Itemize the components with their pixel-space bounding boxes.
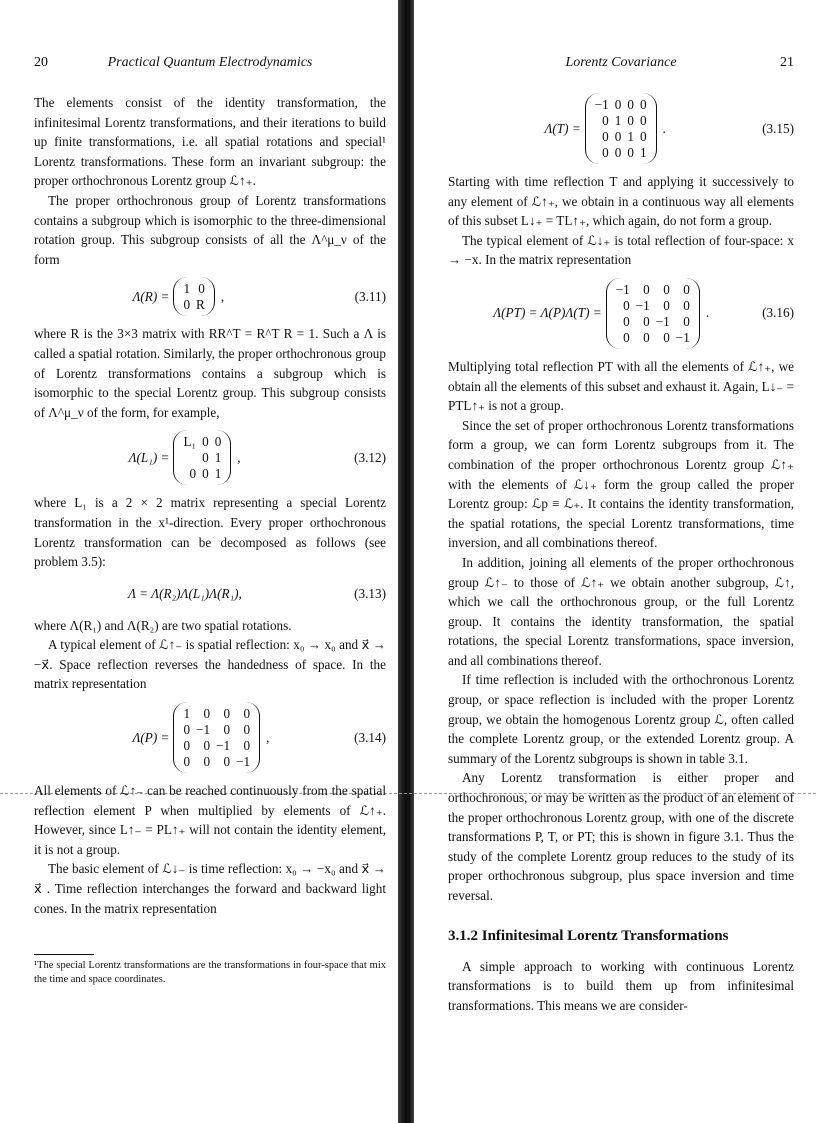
matrix-cell: −1 xyxy=(675,329,690,345)
matrix-cell: 0 xyxy=(623,313,630,329)
matrix-cell: 0 xyxy=(639,129,647,144)
equation-number: (3.11) xyxy=(354,288,386,304)
equation-3-11: Λ(R) = 1 0 0 R , (3.11) xyxy=(34,277,386,316)
paragraph: where Λ(R₁) and Λ(R₂) are two spatial rotations. xyxy=(34,617,292,633)
matrix-cell: 0 xyxy=(623,297,630,313)
matrix-cell: 0 xyxy=(183,297,191,313)
equation-3-15: Λ(T) = −1 0 0 0 0 1 0 0 0 0 1 0 0 0 0 1 . (3.15) xyxy=(448,93,794,164)
equation-3-16: Λ(PT) = Λ(P)Λ(T) = −1 0 0 0 0 −1 0 0 0 0 −1 0 0 0 0 −1 . (3.16) xyxy=(448,278,794,349)
matrix-cell: 0 xyxy=(663,329,670,345)
paragraph: The elements consist of the identity transformation, the infinitesimal Lorentz transformations, and their iterations to build up finite transformations, i.e. all spatial rotations and special¹ Lorentz transformations. These form an invariant subgroup: the proper orthochronous Lorentz group ℒ↑₊. xyxy=(34,95,386,189)
matrix-cell: 0 xyxy=(683,281,690,297)
matrix-cell: R xyxy=(196,297,205,313)
matrix-cell: 0 xyxy=(614,145,622,160)
paragraph: The proper orthochronous group of Lorentz transformations contains a subgroup which is isomorphic to the three-dimensional rotation group. This subgroup consists of all the Λ^μ_ν of the form xyxy=(34,192,386,267)
matrix xyxy=(606,278,700,349)
paragraph: A simple approach to working with continuous Lorentz transformations is to build them up from infinitesimal transformations. This means we are consider- xyxy=(448,958,794,1013)
matrix-cell: 0 xyxy=(643,281,650,297)
matrix-cell: 0 xyxy=(639,97,647,112)
equation-lhs: Λ(T) = xyxy=(544,120,581,136)
matrix-cell: 0 xyxy=(223,722,231,738)
matrix-cell: 0 xyxy=(627,97,634,112)
paragraph: Multiplying total reflection PT with all the elements of ℒ↑₊, we obtain all the elements of this subset and exhaust it. Again, L↓₋ = PTL↑₊ is not a group. xyxy=(448,358,794,414)
matrix-cell: 0 xyxy=(202,434,209,450)
matrix-cell: 0 xyxy=(614,129,622,144)
matrix-cell: 0 xyxy=(643,313,650,329)
matrix-cell: 0 xyxy=(243,722,251,738)
equation-number: (3.16) xyxy=(762,305,794,321)
equation-text: Λ = Λ(R₂)Λ(L₁)Λ(R₁), xyxy=(128,585,242,601)
paragraph: All elements of ℒ↑₋ can be reached continuously from the spatial reflection element P when multiplied by elements of ℒ↑₊. However, since L↑₋ = PL↑₊ will not contain the identity element, it is not a group. xyxy=(34,783,386,857)
matrix-cell: −1 xyxy=(236,754,251,770)
matrix-cell: 0 xyxy=(183,754,191,770)
matrix-cell: 0 xyxy=(198,281,205,297)
matrix-cell: 0 xyxy=(683,297,690,313)
matrix-cell: 0 xyxy=(602,113,609,128)
paragraph: A typical element of ℒ↑₋ is spatial reflection: x₀ → x₀ and x⃗ → −x⃗. Space reflection reverses the handedness of space. In the matrix representation xyxy=(34,637,386,692)
footnote-rule xyxy=(34,954,94,955)
matrix-cell: 0 xyxy=(627,145,634,160)
matrix-cell: 0 xyxy=(614,97,622,112)
matrix-cell: 0 xyxy=(203,738,211,754)
equation-3-13 xyxy=(34,586,386,602)
paragraph: Any Lorentz transformation is either proper and orthochronous, or may be written as the product of an element of the proper orthochronous Lorentz group, with one of the discrete transformations P, T, or PT; this is shown in figure 3.1. Thus the study of the complete Lorentz group reduces to the study of its proper orthochronous subgroup, plus space inversion and time reversal. xyxy=(448,770,794,903)
matrix-cell: 0 xyxy=(223,754,231,770)
matrix-cell: 0 xyxy=(627,113,634,128)
paragraph: where R is the 3×3 matrix with RR^T = R^T R = 1. Such a Λ is called a spatial rotation. Similarly, the proper orthochronous group of Lorentz transformations contains a subgroup which is isomorphic to the special Lorentz group. This subgroup consists of Λ^μ_ν of the form, for example, xyxy=(34,326,386,420)
matrix-cell: 0 xyxy=(202,450,209,466)
paragraph: The basic element of ℒ↓₋ is time reflection: x₀ → −x₀ and x⃗ → x⃗ . Time reflection interchanges the forward and backward light cones. In the matrix representation xyxy=(34,861,386,916)
paragraph: Starting with time reflection T and applying it successively to any element of ℒ↑₊, we obtain in a continuous way all elements of this subset L↓₊ = TL↑₊, which again, do not form a group. xyxy=(448,174,794,229)
matrix xyxy=(173,277,214,316)
matrix-cell: 0 xyxy=(623,329,630,345)
right-page-header xyxy=(448,55,794,71)
running-title: Practical Quantum Electrodynamics xyxy=(107,55,313,70)
matrix-cell: 0 xyxy=(223,706,231,722)
matrix-cell: −1 xyxy=(635,297,650,313)
left-page-header xyxy=(34,55,386,71)
matrix-cell: 0 xyxy=(214,434,222,450)
paragraph: The typical element of ℒ↓₊ is total reflection of four-space: x → −x. In the matrix representation xyxy=(448,232,794,268)
matrix xyxy=(585,93,657,164)
matrix-cell: 0 xyxy=(183,722,191,738)
matrix-cell: 0 xyxy=(203,754,211,770)
equation-3-14: Λ(P) = 1 0 0 0 0 −1 0 0 0 0 −1 0 0 0 0 −1 , (3.14) xyxy=(34,702,386,773)
equation-lhs: Λ(PT) = Λ(P)Λ(T) = xyxy=(493,305,602,321)
matrix-cell: 1 xyxy=(214,466,222,482)
matrix-cell: 0 xyxy=(683,313,690,329)
paragraph: If time reflection is included with the orthochronous Lorentz group, or space reflection is included with the proper Lorentz group, we obtain the homogenous Lorentz group ℒ, often called the complete Lorentz group, or the extended Lorentz group. A summary of the Lorentz subgroups is shown in table 3.1. xyxy=(448,672,794,766)
equation-lhs: Λ(P) = xyxy=(132,729,170,745)
matrix-cell: 1 xyxy=(639,145,647,160)
matrix-cell: 0 xyxy=(243,706,251,722)
matrix-cell: 0 xyxy=(643,329,650,345)
matrix-cell: 0 xyxy=(183,738,191,754)
matrix-cell: 0 xyxy=(243,738,251,754)
matrix-cell: 1 xyxy=(627,129,634,144)
right-page xyxy=(414,0,816,1123)
left-page xyxy=(0,0,398,1123)
equation-number: (3.15) xyxy=(762,120,794,136)
footnote: ¹The special Lorentz transformations are the transformations in four-space that mix the time and space coordinates. xyxy=(34,960,386,986)
matrix-cell: 0 xyxy=(602,145,609,160)
equation-lhs: Λ(R) = xyxy=(132,288,170,304)
paragraph: where L₁ is a 2 × 2 matrix representing a special Lorentz transformation in the x¹-direction. Every proper orthochronous Lorentz transformation can be decomposed as follows (see problem 3.5): xyxy=(34,495,386,570)
matrix-cell: −1 xyxy=(615,281,630,297)
matrix-cell: 0 xyxy=(189,466,197,482)
matrix-cell: 0 xyxy=(202,466,209,482)
matrix xyxy=(173,702,260,773)
matrix-cell: 0 xyxy=(663,297,670,313)
matrix-cell: −1 xyxy=(196,722,211,738)
equation-number: (3.13) xyxy=(354,585,386,601)
matrix-cell: −1 xyxy=(655,313,670,329)
paragraph: In addition, joining all elements of the proper orthochronous group ℒ↑₋ to those of ℒ↑₊ we obtain another subgroup, ℒ↑, which we call the orthochronous group, or the full Lorentz group. It contains the identity transformation, the spatial rotations, the special Lorentz transformations, space inversion, and all combinations thereof. xyxy=(448,554,794,668)
equation-lhs: Λ(L₁) = xyxy=(128,449,170,465)
equation-number: (3.12) xyxy=(354,449,386,465)
matrix-cell: 1 xyxy=(614,113,622,128)
book-gutter xyxy=(398,0,414,1123)
matrix-cell: 1 xyxy=(183,281,191,297)
section-heading: 3.1.2 Infinitesimal Lorentz Transformations xyxy=(448,927,729,944)
matrix-cell xyxy=(183,450,196,465)
page-number: 20 xyxy=(34,55,48,70)
paragraph: Since the set of proper orthochronous Lorentz transformations form a group, we can form Lorentz subgroups from it. The combination of the proper orthochronous Lorentz group ℒ↑₊ with the elements of ℒ↓₊ form the group called the proper Lorentz group: ℒp ≡ ℒ₊. It contains the identity transformation, the spatial rotations, the special Lorentz transformations, time inversion, and all combinations thereof. xyxy=(448,417,794,551)
equation-3-12: Λ(L₁) = L₁ 0 0 0 1 0 0 1 , (3.12) xyxy=(34,430,386,485)
page-number: 21 xyxy=(780,55,794,70)
matrix-cell: −1 xyxy=(594,97,609,112)
matrix-cell: 0 xyxy=(639,113,647,128)
equation-number: (3.14) xyxy=(354,729,386,745)
matrix-cell: 0 xyxy=(663,281,670,297)
matrix xyxy=(173,430,231,485)
matrix-cell: L₁ xyxy=(183,434,197,450)
running-title: Lorentz Covariance xyxy=(565,55,677,70)
matrix-cell: 0 xyxy=(203,706,211,722)
matrix-cell: −1 xyxy=(216,738,231,754)
matrix-cell: 0 xyxy=(602,129,609,144)
matrix-cell: 1 xyxy=(214,450,222,466)
matrix-cell: 1 xyxy=(183,706,191,722)
